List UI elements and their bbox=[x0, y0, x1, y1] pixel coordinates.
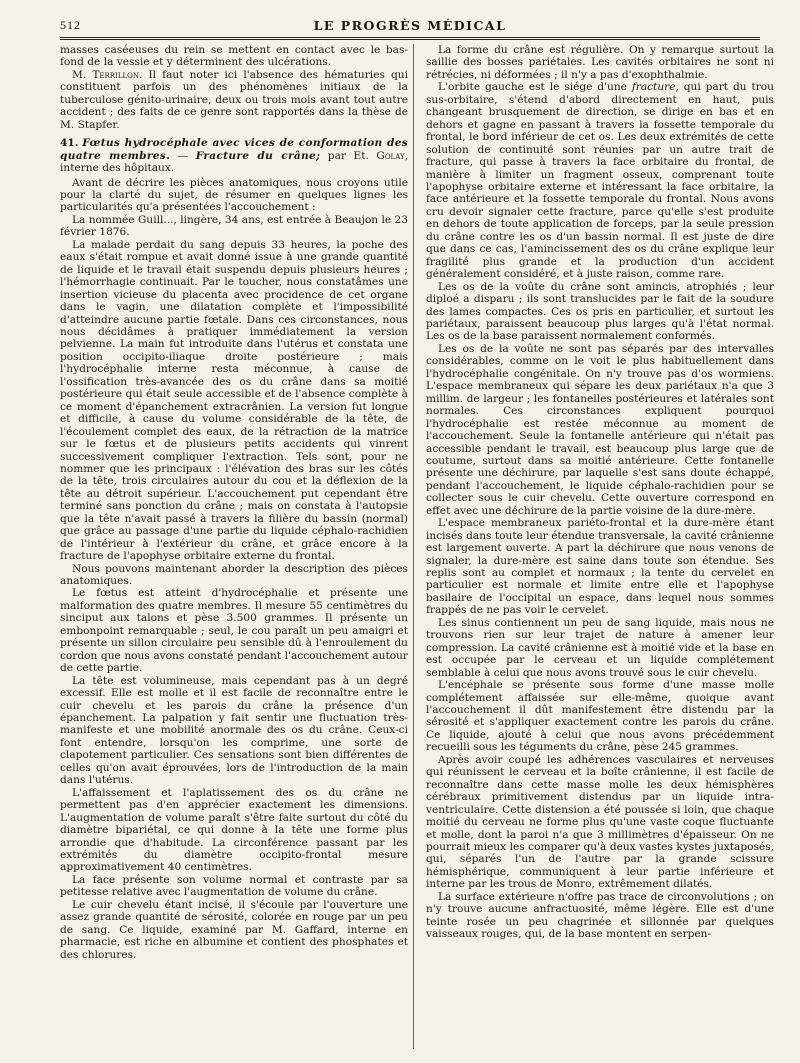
paragraph: La face présente son volume normal et contraste par sa petitesse relative avec l'augmentation de volume du crâne. bbox=[60, 873, 408, 899]
article-subtitle: Fracture du crâne; bbox=[195, 149, 321, 162]
paragraph: La malade perdait du sang depuis 33 heures, la poche des eaux s'était rompue et avait donné issue à une grande quantité de liquide et le travail était suspendu depuis plusieurs heures ; l'hémorrhagie continuait. Par le toucher, nous constatâmes une insertion vicieuse du placenta avec procidence de cet organe dans le vagin, une dilatation complète et l'impossibilité d'atteindre aucune partie fœtale. Dans ces circonstances, nous nous décidâmes à pratiquer immédiatement la version pelvienne. La main fut introduite dans l'utérus et constata une position occipito-iliaque droite postérieure ; mais l'hydrocéphalie interne resta méconnue, à cause de l'ossification très-avancée des os du crâne dans sa moitié postérieure qui était seule accessible et de l'absence complète à ce moment d'épanchement extracrânien. La version fut longue et difficile, à cause du volume considérable de la tête, de l'écoulement complet des eaux, de la rétraction de la matrice sur le fœtus et de plusieurs petits accidents qui vinrent successivement compliquer l'extraction. Tels sont, pour ne nommer que les principaux : l'élévation des bras sur les côtés de la tête, trois circulaires autour du cou et la déflexion de la tête au détroit supérieur. L'accouchement put cependant être terminé sans ponction du crâne ; mais on constata à l'autopsie que la tête n'avait passé à travers la filière du bassin (normal) que grâce au passage d'une partie du liquide céphalo-rachidien de l'intérieur à l'extérieur du crâne, et grâce encore à la fracture de l'apophyse orbitaire externe du frontal. bbox=[60, 238, 408, 563]
article-dash: — bbox=[177, 149, 189, 162]
left-column bbox=[60, 44, 408, 1049]
byline-prefix: par Et. bbox=[327, 149, 369, 162]
author-name: M. Terrillon. bbox=[72, 68, 143, 81]
paragraph: Les os de la voûte ne sont pas séparés par des intervalles considérables, comme on le voit le plus habituellement dans l'hydrocéphalie congénitale. On n'y trouve pas d'os wormiens. L'espace membraneux qui sépare les deux pariétaux n'a que 3 millim. de largeur ; les fontanelles postérieures et latérales sont normales. Ces circonstances expliquent pourquoi l'hydrocéphalie est restée méconnue au moment de l'accouchement. Seule la fontanelle antérieure qui n'était pas accessible pendant le travail, est beaucoup plus large que de coutume, surtout dans sa moitié antérieure. Cette fontanelle présente une déchirure, par laquelle s'est sans doute échappé, pendant l'accouchement, le liquide céphalo-rachidien pour se collecter sous le cuir chevelu. Cette ouverture correspond en effet avec une déchirure de la partie voisine de la dure-mère. bbox=[426, 342, 774, 517]
paragraph: La tête est volumineuse, mais cependant pas à un degré excessif. Elle est molle et il est facile de reconnaître entre le cuir chevelu et les parois du crâne la présence d'un épanchement. La palpation y fait sentir une fluctuation très-manifeste et une mobilité anormale des os du crâne. Ceux-ci font entendre, lorsqu'on les comprime, une sorte de clapotement particulier. Ces sensations sont bien différentes de celles qu'on avait éprouvées, lors de l'introduction de la main dans l'utérus. bbox=[60, 674, 408, 787]
header-rule-double bbox=[60, 39, 760, 40]
paragraph-text: Il faut noter ici l'absence des hématuries qui constituent parfois un des phénomènes initiaux de la tuberculose génito-urinaire, deux ou trois mois avant tout autre accident ; des faits de ce genre sont rapportés dans la thèse de M. Stapfer. bbox=[60, 68, 408, 131]
journal-title: LE PROGRÈS MÉDICAL bbox=[313, 18, 507, 33]
paragraph: Les sinus contiennent un peu de sang liquide, mais nous ne trouvons rien sur leur trajet de nature à amener leur compression. La cavité crânienne est à moitié vide et la base en est occupée par le cerveau et un liquide complétement semblable à celui que nous avons trouvé sous le cuir chevelu. bbox=[426, 616, 774, 679]
article-heading bbox=[60, 137, 408, 174]
paragraph: L'encéphale se présente sous forme d'une masse molle complétement affaissée sur elle-même, quoique avant l'accouchement il dût manifestement être distendu par la sérosité et s'appliquer exactement contre les parois du crâne. Ce liquide, ajouté à celui que nous avons précédemment recueilli sous les téguments du crâne, pèse 245 grammes. bbox=[426, 679, 774, 754]
running-header bbox=[60, 16, 760, 38]
paragraph bbox=[426, 81, 774, 280]
paragraph-text: L'orbite gauche est le siége d'une bbox=[438, 81, 627, 94]
paragraph bbox=[60, 69, 408, 131]
right-column bbox=[426, 44, 774, 1049]
paragraph: Après avoir coupé les adhérences vasculaires et nerveuses qui réunissent le cerveau et la boîte crânienne, il est facile de reconnaître dans cette masse molle les deux hémisphères cérébraux primitivement distendus par un liquide intra-ventriculaire. Cette distension a été poussée si loin, que chaque moitié du cerveau ne forme plus qu'une vaste coque fluctuante et molle, dont la paroi n'a que 3 millimètres d'épaisseur. On ne pourrait mieux les comparer qu'à deux vastes kystes juxtaposés, qui, séparés l'un de l'autre par la grande scissure hémisphérique, communiquent à leur partie inférieure et interne par les trous de Monro, extrêmement dilatés. bbox=[426, 753, 774, 891]
paragraph: Le fœtus est atteint d'hydrocéphalie et présente une malformation des quatre membres. Il mesure 55 centimètres du sinciput aux talons et pèse 3.500 grammes. Il présente un embonpoint remarquable ; seul, le cou paraît un peu amaigri et présente un sillon circulaire peu sensible dû à l'enroulement du cordon que nous avons constaté pendant l'accouchement autour de cette partie. bbox=[60, 587, 408, 675]
article-title: Fœtus hydrocéphale avec vices de conformation des quatre membres. bbox=[60, 137, 408, 162]
paragraph: masses caséeuses du rein se mettent en contact avec le bas-fond de la vessie et y déterminent des ulcérations. bbox=[60, 44, 408, 69]
paragraph: La nommée Guill..., lingère, 34 ans, est entrée à Beaujon le 23 février 1876. bbox=[60, 213, 408, 239]
paragraph: Le cuir chevelu étant incisé, il s'écoule par l'ouverture une assez grande quantité de sérosité, colorée en rouge par un peu de sang. Ce liquide, examiné par M. Gaffard, interne en pharmacie, est riche en albumine et contient des phosphates et des chlorures. bbox=[60, 898, 408, 961]
page-number: 512 bbox=[60, 18, 81, 32]
paragraph: Nous pouvons maintenant aborder la description des pièces anatomiques. bbox=[60, 562, 408, 588]
paragraph: L'affaissement et l'aplatissement des os du crâne ne permettent pas d'en apprécier exactement les dimensions. L'augmentation de volume paraît s'être faite surtout du côté du diamètre bipariétal, ce qui donne à la tête une forme plus arrondie que d'habitude. La circonférence passant par les extrémités du diamètre occipito-frontal mesure approximativement 40 centimètres. bbox=[60, 786, 408, 874]
article-number: 41. bbox=[60, 137, 79, 150]
paragraph: Avant de décrire les pièces anatomiques, nous croyons utile pour la clarté du sujet, de résumer en quelques lignes les particularités qu'a présentées l'accouchement : bbox=[60, 176, 408, 214]
header-rule bbox=[60, 37, 760, 38]
paragraph: La forme du crâne est régulière. On y remarque surtout la saillie des bosses pariétales. Les cavités orbitaires ne sont ni rétrécies, ni déformées ; il n'y a pas d'exophthalmie. bbox=[426, 44, 774, 81]
paragraph-text: , qui part du trou sus-orbitaire, s'étend d'abord directement en haut, puis changeant brusquement de direction, se dirige en bas et en dehors et gagne en passant à travers la fossette temporale du frontal, le bord inférieur de cet os. Les deux extrémités de cette solution de continuité sont réunies par un autre trait de fracture, qui passe à travers la face orbitaire du frontal, de manière à limiter un fragment osseux, comprenant toute l'apophyse orbitaire externe et intéressant la face orbitaire, la face antérieure et la fossette temporale du frontal. Nous avons cru devoir signaler cette fracture, parce qu'elle s'est produite en dehors de toute application de forceps, par la seule pression du crâne contre les os d'un bassin normal. Il est juste de dire que dans ce cas, l'amincissement des os du crâne explique leur fragilité plus grande et la production d'un accident généralement considéré, et à juste raison, comme rare. bbox=[426, 81, 774, 281]
paragraph: L'espace membraneux pariéto-frontal et la dure-mère étant incisés dans toute leur étendue transversale, la cavité crânienne est largement ouverte. A part la déchirure que nous venons de signaler, la dure-mère est saine dans toute son étendue. Ses replis sont au complet et normaux ; la tente du cervelet en particulier est normale et limite entre elle et l'apophyse basilaire de l'occipital un espace, dans lequel nous sommes frappés de ne pas voir le cervelet. bbox=[426, 517, 774, 617]
article-author: Golay bbox=[376, 149, 405, 162]
column-divider bbox=[413, 44, 414, 1049]
emphasis: fracture bbox=[631, 81, 676, 94]
paragraph: La surface extérieure n'offre pas trace de circonvolutions ; on n'y trouve aucune anfractuosité, même légère. Elle est d'une teinte rosée un peu chagrinée et sillonnée par quelques vaisseaux rouges, qui, de la base montent en serpen- bbox=[426, 890, 774, 941]
byline-suffix: , interne des hôpitaux. bbox=[60, 149, 408, 175]
paragraph: Les os de la voûte du crâne sont amincis, atrophiés ; leur diploé a disparu ; ils sont translucides par le fait de la soudure des lames compactes. Ces os pris en particulier, et surtout les pariétaux, paraissent beaucoup plus larges qu'à l'état normal. Les os de la base paraissent normalement conformés. bbox=[426, 280, 774, 343]
